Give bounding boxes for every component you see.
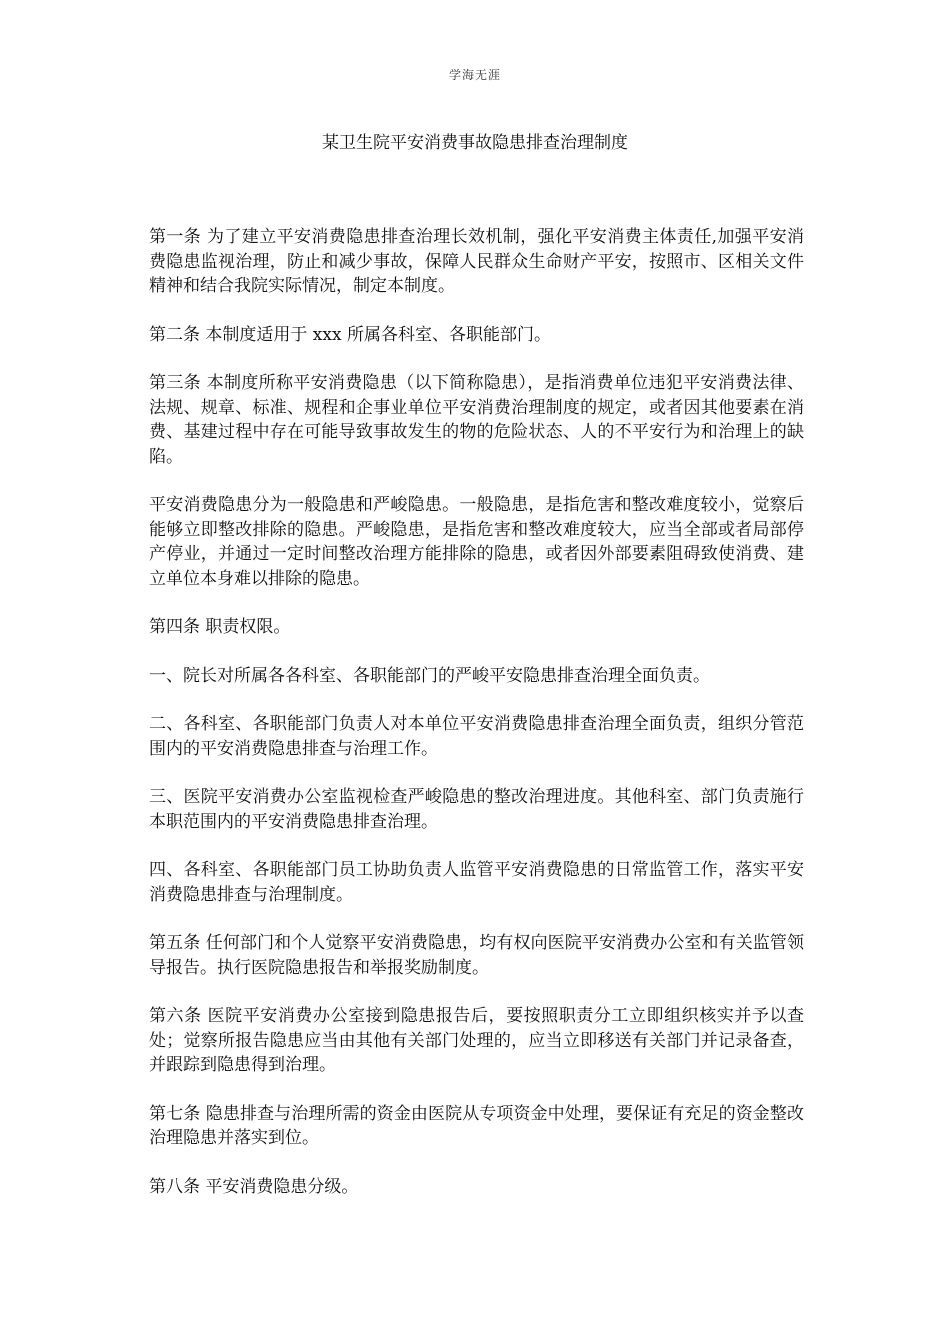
paragraph-article-3: 第三条 本制度所称平安消费隐患（以下简称隐患），是指消费单位违犯平安消费法律、法规、规章、标准、规程和企事业单位平安消费治理制度的规定，或者因其他要素在消费、基建过程中存在可能导致事故发生的物的危险状态、人的不平安行为和治理上的缺陷。 [149,373,804,467]
paragraph-article-1: 第一条 为了建立平安消费隐患排查治理长效机制，强化平安消费主体责任,加强平安消费隐患监视治理，防止和减少事故，保障人民群众生命财产平安，按照市、区相关文件精神和结合我院实际情况，制定本制度。 [149,227,804,296]
paragraph-hazard-classification: 平安消费隐患分为一般隐患和严峻隐患。一般隐患，是指危害和整改难度较小，觉察后能够立即整改排除的隐患。严峻隐患，是指危害和整改难度较大，应当全部或者局部停产停业，并通过一定时间整改治理方能排除的隐患，或者因外部要素阻碍致使消费、建立单位本身难以排除的隐患。 [149,495,804,589]
document-title: 某卫生院平安消费事故隐患排查治理制度 [322,133,628,153]
paragraph-duty-2: 二、各科室、各职能部门负责人对本单位平安消费隐患排查治理全面负责，组织分管范围内的平安消费隐患排查与治理工作。 [149,714,804,759]
paragraph-article-2: 第二条 本制度适用于 xxx 所属各科室、各职能部门。 [149,324,551,345]
paragraph-duty-1: 一、院长对所属各各科室、各职能部门的严峻平安隐患排查治理全面负责。 [149,665,710,686]
paragraph-article-4: 第四条 职责权限。 [149,617,291,637]
document-body [149,225,804,1223]
paragraph-article-5: 第五条 任何部门和个人觉察平安消费隐患，均有权向医院平安消费办公室和有关监管领导报告。执行医院隐患报告和举报奖励制度。 [149,933,804,978]
paragraph-article-8: 第八条 平安消费隐患分级。 [149,1176,359,1197]
paragraph-duty-4: 四、各科室、各职能部门员工协助负责人监管平安消费隐患的日常监管工作，落实平安消费隐患排查与治理制度。 [149,860,804,905]
paragraph-duty-3: 三、医院平安消费办公室监视检查严峻隐患的整改治理进度。其他科室、部门负责施行本职范围内的平安消费隐患排查治理。 [149,787,804,832]
paragraph-article-7: 第七条 隐患排查与治理所需的资金由医院从专项资金中处理，要保证有充足的资金整改治理隐患并落实到位。 [149,1103,804,1148]
page-header: 学海无涯 [448,68,501,82]
paragraph-article-6: 第六条 医院平安消费办公室接到隐患报告后，要按照职责分工立即组织核实并予以查处；觉察所报告隐患应当由其他有关部门处理的，应当立即移送有关部门并记录备查，并跟踪到隐患得到治理。 [149,1006,804,1075]
